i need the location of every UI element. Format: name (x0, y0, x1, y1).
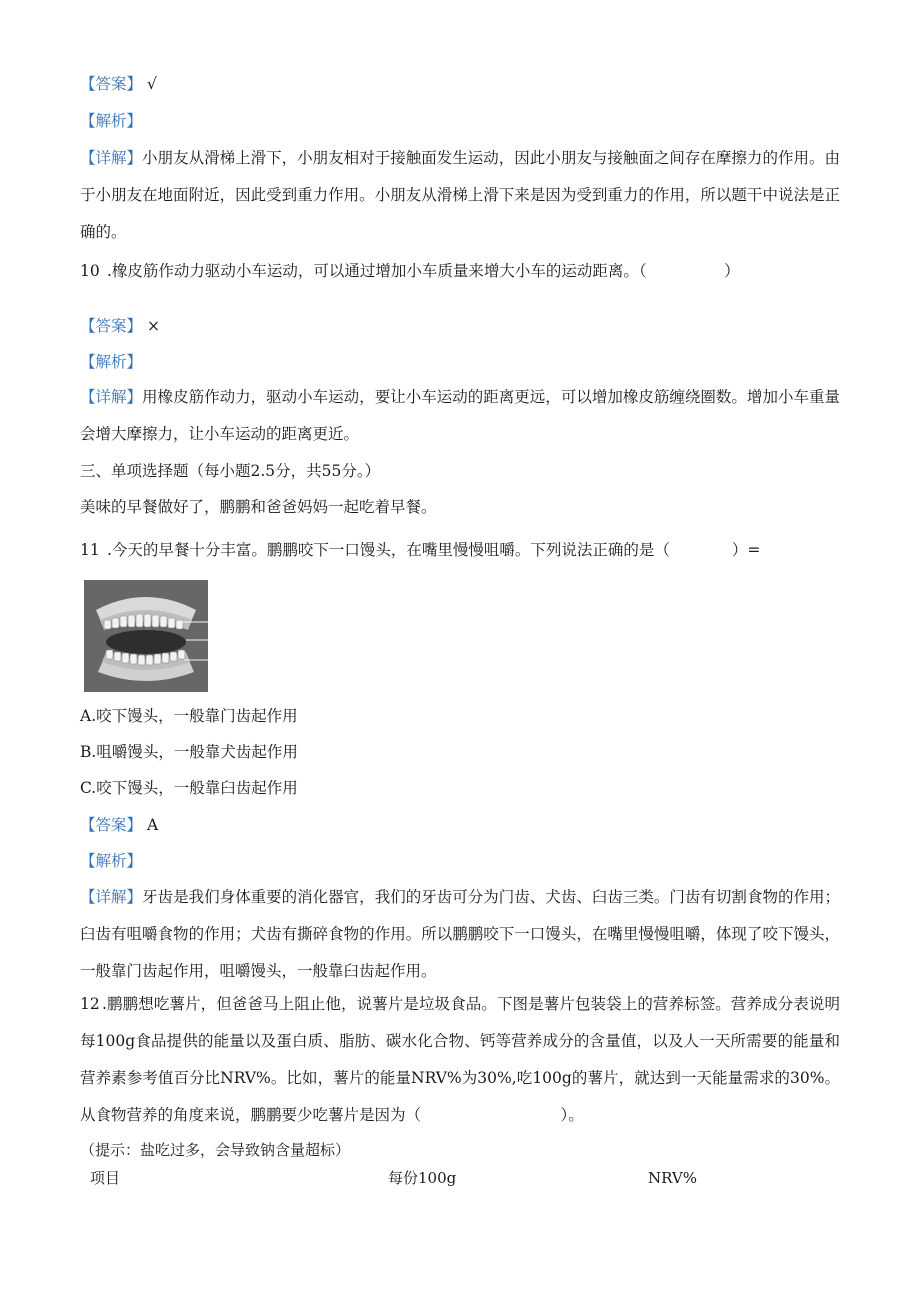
option-a: A.咬下馒头，一般靠门齿起作用 (80, 707, 298, 725)
hint-line: （提示：盐吃过多，会导致钠含量超标） (80, 1141, 351, 1159)
answer-tag: 【答案】 (80, 816, 143, 834)
answer-line-q11 (80, 815, 158, 835)
option-c: C.咬下馒头，一般靠臼齿起作用 (80, 779, 298, 797)
answer-value: × (146, 317, 160, 335)
question-text: .橡皮筋作动力驱动小车运动，可以通过增加小车质量来增大小车的运动距离。（ ） (106, 262, 740, 280)
answer-line-q9 (80, 74, 157, 94)
answer-tag: 【答案】 (80, 317, 143, 335)
answer-line-q10 (80, 316, 160, 336)
question-q10 (80, 261, 740, 281)
detail-tag: 【详解】 (80, 149, 143, 167)
option-b: B.咀嚼馒头，一般靠犬齿起作用 (80, 743, 298, 761)
teeth-model-image (84, 580, 208, 692)
question-number: 12 (80, 995, 100, 1013)
question-number: 11 (80, 541, 100, 559)
table-header-nrv: NRV% (648, 1169, 697, 1187)
question-q11 (80, 540, 760, 560)
analysis-line-q9 (80, 111, 142, 131)
section-heading: 三、单项选择题（每小题2.5分，共55分。） (80, 462, 381, 480)
detail-tag: 【详解】 (80, 888, 143, 906)
detail-text: 用橡皮筋作动力，驱动小车运动，要让小车运动的距离更远，可以增加橡皮筋缠绕圈数。增加小车重量会增大摩擦力，让小车运动的距离更近。 (80, 388, 840, 443)
table-header-per100g: 每份100g (388, 1169, 457, 1187)
answer-value: A (146, 816, 159, 834)
table-header-item: 项目 (90, 1169, 121, 1187)
detail-paragraph-q9 (80, 140, 840, 251)
answer-tag: 【答案】 (80, 75, 143, 93)
question-text: .鹏鹏想吃薯片，但爸爸马上阻止他，说薯片是垃圾食品。下图是薯片包装袋上的营养标签。营养成分表说明每100g食品提供的能量以及蛋白质、脂肪、碳水化合物、钙等营养成分的含量值，以及人一天所需要的能量和营养素参考值百分比NRV%。比如，薯片的能量NRV%为30%,吃100g的薯片，就达到一天能量需求的30%。从食物营养的角度来说，鹏鹏要少吃薯片是因为（ ）。 (80, 995, 840, 1124)
question-number: 10 (80, 262, 100, 280)
answer-value: √ (146, 75, 157, 93)
detail-tag: 【详解】 (80, 388, 143, 406)
analysis-line-q10 (80, 352, 142, 372)
section-intro: 美味的早餐做好了，鹏鹏和爸爸妈妈一起吃着早餐。 (80, 498, 437, 516)
detail-paragraph-q11 (80, 879, 840, 990)
detail-paragraph-q10 (80, 379, 840, 453)
analysis-tag: 【解析】 (80, 852, 143, 870)
detail-text: 小朋友从滑梯上滑下，小朋友相对于接触面发生运动，因此小朋友与接触面之间存在摩擦力的作用。由于小朋友在地面附近，因此受到重力作用。小朋友从滑梯上滑下来是因为受到重力的作用，所以题干中说法是正确的。 (80, 149, 840, 241)
question-q12 (80, 986, 840, 1134)
question-text: .今天的早餐十分丰富。鹏鹏咬下一口馒头，在嘴里慢慢咀嚼。下列说法正确的是（ ）= (106, 541, 761, 559)
teeth-model-illustration (84, 580, 208, 692)
analysis-tag: 【解析】 (80, 353, 143, 371)
detail-text: 牙齿是我们身体重要的消化器官，我们的牙齿可分为门齿、犬齿、臼齿三类。门齿有切割食物的作用；臼齿有咀嚼食物的作用；犬齿有撕碎食物的作用。所以鹏鹏咬下一口馒头，在嘴里慢慢咀嚼，体现了咬下馒头，一般靠门齿起作用，咀嚼馒头，一般靠臼齿起作用。 (80, 888, 840, 980)
analysis-line-q11 (80, 851, 142, 871)
analysis-tag: 【解析】 (80, 112, 143, 130)
